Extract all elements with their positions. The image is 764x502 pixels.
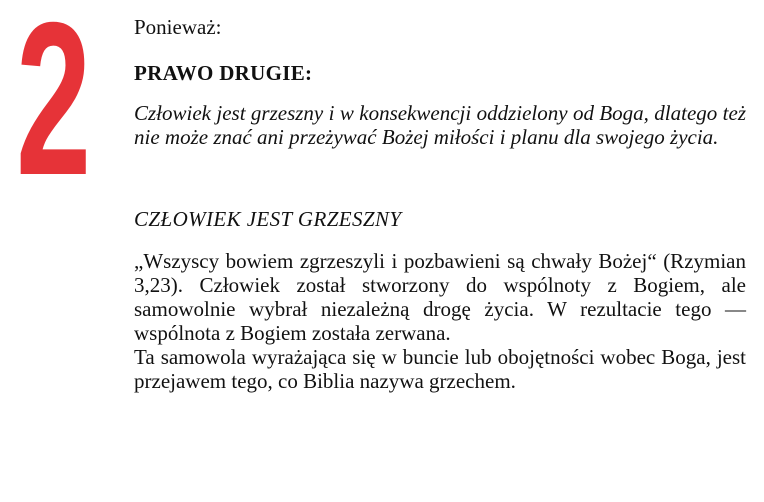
page-content xyxy=(134,14,746,393)
law-heading: PRAWO DRUGIE: xyxy=(134,61,313,85)
body-paragraph-2: Ta samowola wyrażająca się w buncie lub obojętności wobec Boga, jest przejawem tego, co Biblia nazywa grzechem. xyxy=(134,345,746,393)
section-heading: CZŁOWIEK JEST GRZESZNY xyxy=(134,207,402,231)
body-paragraph-1: „Wszyscy bowiem zgrzeszyli i pozbawieni są chwały Bożej“ (Rzymian 3,23). Człowiek został stworzony do wspólnoty z Bogiem, ale samowolnie wybrał niezależną drogę życia. W rezultacie tego — wspólnota z Bogiem została zerwana. xyxy=(134,249,746,345)
law-number: 2 xyxy=(16,0,89,221)
intro-text: Ponieważ: xyxy=(134,15,222,39)
law-statement: Człowiek jest grzeszny i w konsekwencji oddzielony od Boga, dlatego też nie może znać ani przeżywać Bożej miłości i planu dla swojego życia. xyxy=(134,101,746,149)
body-text xyxy=(134,249,746,393)
